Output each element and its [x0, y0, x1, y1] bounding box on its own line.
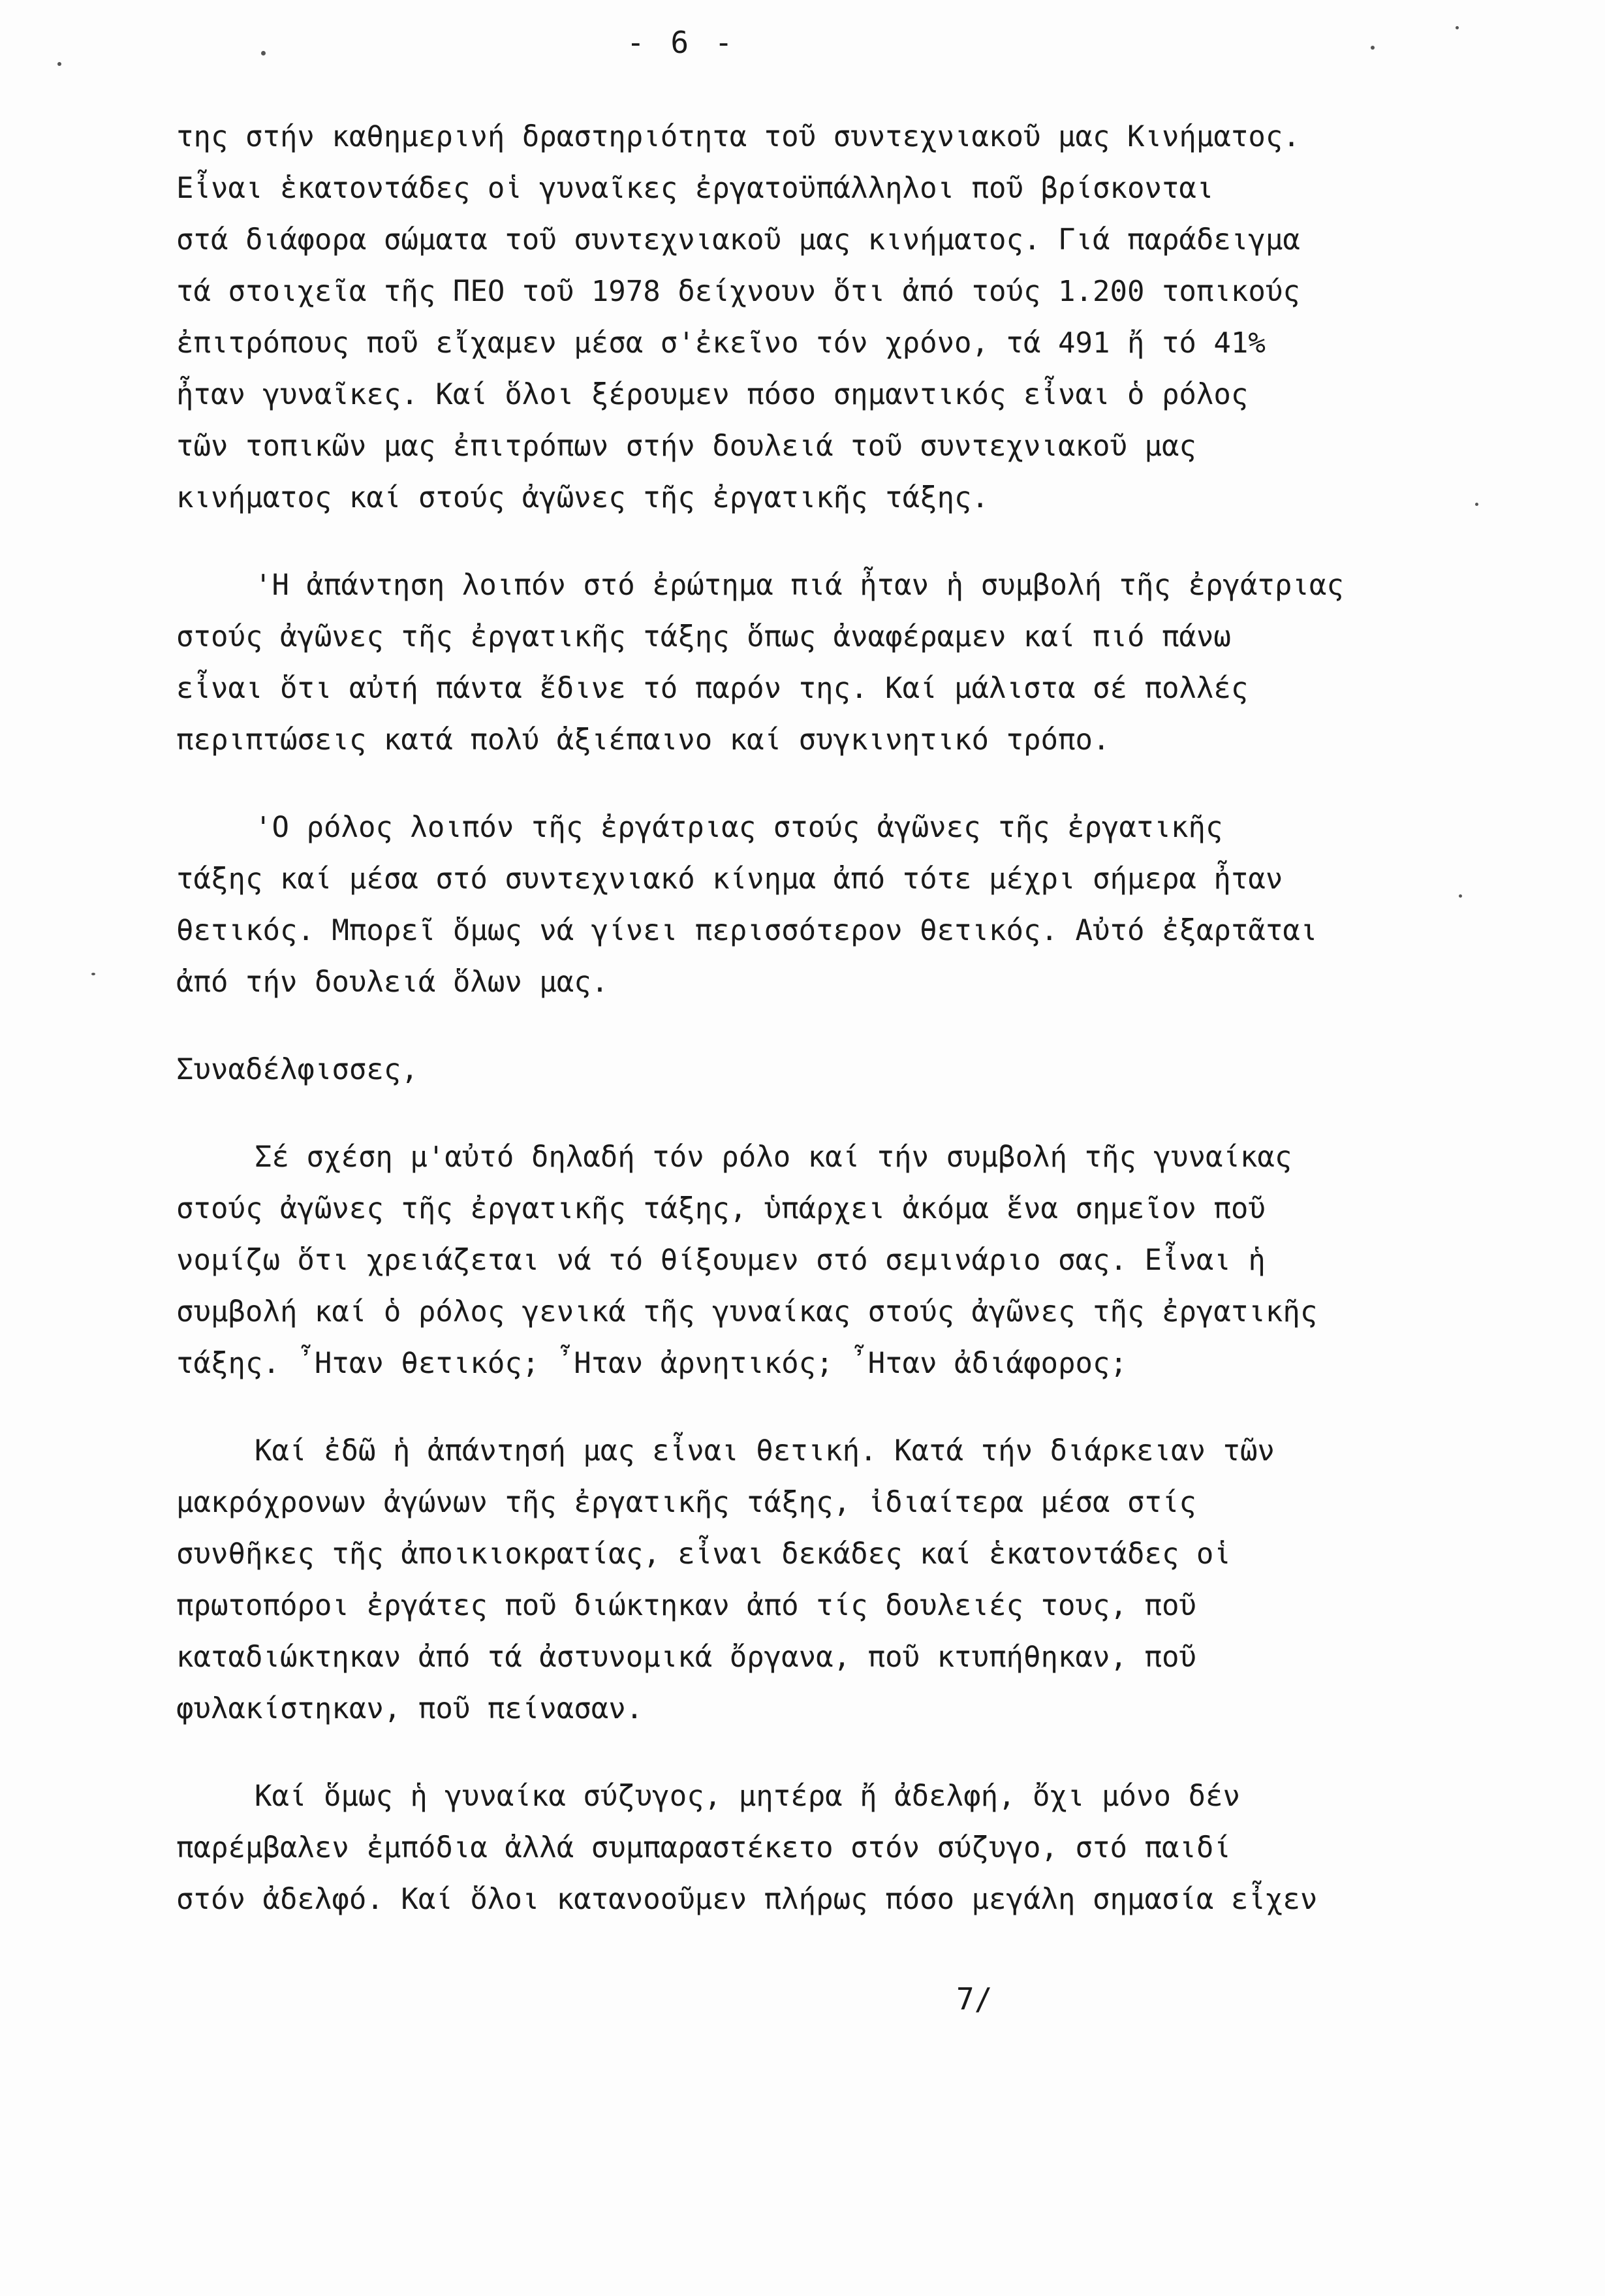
salutation — [176, 1044, 1488, 1095]
paragraph — [176, 559, 1488, 766]
text-line: τά στοιχεῖα τῆς ΠΕΟ τοῦ 1978 δείχνουν ὅτι ἀπό τούς 1.200 τοπικούς — [176, 275, 1300, 308]
text-line: θετικός. Μπορεῖ ὅμως νά γίνει περισσότερον θετικός. Αὐτό ἐξαρτᾶται — [176, 914, 1318, 947]
text-line: Καί ἐδῶ ἡ ἀπάντησή μας εἶναι θετική. Κατά τήν διάρκειαν τῶν — [255, 1434, 1275, 1468]
text-line: ἦταν γυναῖκες. Καί ὅλοι ξέρουμεν πόσο σημαντικός εἶναι ὁ ρόλος — [176, 378, 1249, 411]
text-line: νομίζω ὅτι χρειάζεται νά τό θίξουμεν στό σεμινάριο σας. Εἶναι ἡ — [176, 1244, 1266, 1277]
text-line: καταδιώκτηκαν ἀπό τά ἀστυνομικά ὄργανα, ποῦ κτυπήθηκαν, ποῦ — [176, 1641, 1196, 1674]
paragraph — [176, 1770, 1488, 1925]
text-line: μακρόχρονων ἀγώνων τῆς ἐργατικῆς τάξης, ἰδιαίτερα μέσα στίς — [176, 1486, 1196, 1519]
text-line: εἶναι ὅτι αὐτή πάντα ἔδινε τό παρόν της. Καί μάλιστα σέ πολλές — [176, 672, 1249, 705]
text-line: Συναδέλφισσες, — [176, 1053, 418, 1086]
text-line: στούς ἀγῶνες τῆς ἐργατικῆς τάξης, ὑπάρχει ἀκόμα ἕνα σημεῖον ποῦ — [176, 1192, 1266, 1225]
scan-speck — [91, 973, 95, 975]
paragraph — [176, 1131, 1488, 1389]
text-line: στά διάφορα σώματα τοῦ συντεχνιακοῦ μας κινήματος. Γιά παράδειγμα — [176, 223, 1300, 257]
text-line: τάξης καί μέσα στό συντεχνιακό κίνημα ἀπό τότε μέχρι σήμερα ἦταν — [176, 862, 1283, 896]
continuation-marker: 7/ — [956, 1981, 993, 2017]
text-line: 'Η ἀπάντηση λοιπόν στό ἐρώτημα πιά ἦταν ἡ συμβολή τῆς ἐργάτριας — [255, 569, 1344, 602]
text-line: της στήν καθημερινή δραστηριότητα τοῦ συντεχνιακοῦ μας Κινήματος. — [176, 120, 1300, 153]
scan-speck — [261, 51, 266, 55]
text-line: ἐπιτρόπους ποῦ εἴχαμεν μέσα σ'ἐκεῖνο τόν χρόνο, τά 491 ἤ τό 41% — [176, 326, 1266, 360]
text-line: στόν ἀδελφό. Καί ὅλοι κατανοοῦμεν πλήρως πόσο μεγάλη σημασία εἶχεν — [176, 1883, 1318, 1916]
text-line: Σέ σχέση μ'αὐτό δηλαδή τόν ρόλο καί τήν συμβολή τῆς γυναίκας — [255, 1140, 1292, 1174]
paragraph — [176, 802, 1488, 1008]
text-line: τάξης. ῏Ηταν θετικός; ῏Ηταν ἀρνητικός; ῏Ηταν ἀδιάφορος; — [176, 1347, 1127, 1380]
body-text — [176, 111, 1488, 1925]
text-line: φυλακίστηκαν, ποῦ πείνασαν. — [176, 1692, 644, 1725]
scan-speck — [57, 62, 61, 66]
scan-speck — [1475, 503, 1478, 506]
text-line: πρωτοπόροι ἐργάτες ποῦ διώκτηκαν ἀπό τίς δουλειές τους, ποῦ — [176, 1589, 1196, 1622]
text-line: Καί ὅμως ἡ γυναίκα σύζυγος, μητέρα ἤ ἀδελφή, ὄχι μόνο δέν — [255, 1780, 1240, 1813]
text-line: στούς ἀγῶνες τῆς ἐργατικῆς τάξης ὅπως ἀναφέραμεν καί πιό πάνω — [176, 620, 1231, 653]
text-line: περιπτώσεις κατά πολύ ἀξιέπαινο καί συγκινητικό τρόπο. — [176, 723, 1110, 757]
text-line: Εἶναι ἑκατοντάδες οἱ γυναῖκες ἐργατοϋπάλληλοι ποῦ βρίσκονται — [176, 172, 1214, 205]
text-line: τῶν τοπικῶν μας ἐπιτρόπων στήν δουλειά τοῦ συντεχνιακοῦ μας — [176, 430, 1196, 463]
text-line: συμβολή καί ὁ ρόλος γενικά τῆς γυναίκας στούς ἀγῶνες τῆς ἐργατικῆς — [176, 1295, 1318, 1329]
text-line: συνθῆκες τῆς ἀποικιοκρατίας, εἶναι δεκάδες καί ἑκατοντάδες οἱ — [176, 1537, 1231, 1571]
text-line: ἀπό τήν δουλειά ὅλων μας. — [176, 966, 609, 999]
page-number: - 6 - — [627, 25, 737, 60]
paragraph — [176, 111, 1488, 524]
paragraph — [176, 1425, 1488, 1735]
scan-speck — [1456, 26, 1459, 29]
text-line: 'Ο ρόλος λοιπόν τῆς ἐργάτριας στούς ἀγῶνες τῆς ἐργατικῆς — [255, 811, 1223, 844]
scan-speck — [1459, 894, 1462, 898]
scan-speck — [1371, 46, 1375, 50]
text-line: παρέμβαλεν ἐμπόδια ἀλλά συμπαραστέκετο στόν σύζυγο, στό παιδί — [176, 1831, 1231, 1864]
text-line: κινήματος καί στούς ἀγῶνες τῆς ἐργατικῆς τάξης. — [176, 481, 989, 514]
